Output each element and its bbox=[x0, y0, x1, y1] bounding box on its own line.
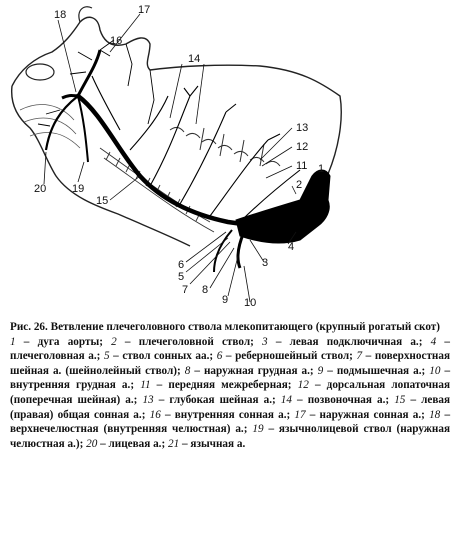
vertebrae bbox=[170, 127, 280, 166]
caption-entry-number: 13 bbox=[142, 393, 159, 406]
caption-entry-text: – левая (правая) общая сонная а.; bbox=[10, 393, 451, 421]
caption-entry-text: – передняя межреберная; bbox=[156, 379, 298, 392]
figure-label-5: 5 bbox=[178, 271, 185, 283]
figure-label-2: 2 bbox=[296, 179, 303, 191]
figure-label-8: 8 bbox=[202, 284, 209, 296]
caption-entry-text: – плечеголовная а.; bbox=[10, 335, 451, 363]
figure-label-18: 18 bbox=[54, 9, 67, 21]
figure-label-16: 16 bbox=[110, 35, 123, 47]
figure-label-14: 14 bbox=[188, 53, 201, 65]
caption-entry-number: 6 bbox=[216, 350, 226, 363]
head-outline bbox=[12, 17, 341, 174]
caption-entry-number: 3 bbox=[262, 335, 276, 348]
common-carotid-artery bbox=[78, 96, 284, 224]
caption-entry-3 bbox=[262, 336, 431, 348]
caption-entry-21 bbox=[168, 438, 245, 450]
caption-entry-text: – верхнечелюстная (внутренняя челюстная) а.; bbox=[10, 408, 451, 436]
caption-entry-text: – язычнолицевой ствол (наружная челюстная а.); bbox=[10, 423, 451, 450]
figure-caption bbox=[10, 320, 450, 451]
figure-label-15: 15 bbox=[96, 195, 109, 207]
caption-entry-number: 16 bbox=[149, 408, 165, 421]
figure-label-1: 1 bbox=[318, 163, 325, 175]
caption-entry-number: 18 bbox=[429, 408, 445, 421]
eye-shape bbox=[26, 64, 54, 80]
caption-entry-text: – позвоночная а.; bbox=[297, 393, 395, 406]
caption-entry-text: – подмышечная а.; bbox=[327, 364, 430, 377]
figure-label-12: 12 bbox=[296, 141, 309, 153]
figure-label-19: 19 bbox=[72, 183, 85, 195]
caption-entry-text: – глубокая шейная а.; bbox=[158, 393, 281, 406]
caption-entry-5 bbox=[104, 350, 217, 362]
caption-entry-text: – левая подключичная а.; bbox=[275, 335, 431, 348]
caption-entry-number: 10 bbox=[429, 364, 445, 377]
caption-entry-16 bbox=[150, 409, 295, 421]
caption-entry-text: – дуга аорты; bbox=[23, 335, 112, 348]
caption-entry-20 bbox=[86, 438, 168, 450]
caption-entry-13 bbox=[142, 394, 280, 406]
left-subclavian-artery bbox=[238, 232, 244, 268]
caption-entry-number: 21 bbox=[168, 437, 182, 450]
caption-entry-text: – внутренняя грудная а.; bbox=[10, 364, 451, 392]
caption-entry-number: 4 bbox=[430, 335, 445, 348]
caption-entry-number: 20 bbox=[86, 437, 101, 450]
caption-entry-number: 8 bbox=[184, 364, 195, 377]
figure-label-20: 20 bbox=[34, 183, 47, 195]
caption-entry-11 bbox=[140, 379, 297, 391]
figure-label-10: 10 bbox=[244, 297, 257, 309]
caption-entry-number: 5 bbox=[103, 350, 114, 363]
caption-entry-text: – дорсальная лопаточная (поперечная шейная) а.; bbox=[10, 379, 451, 406]
caption-entry-number: 11 bbox=[140, 379, 157, 392]
caption-entry-text: – поверхностная шейная а. (шейнолейный ствол); bbox=[10, 350, 451, 377]
caption-entry-text: – язычная а. bbox=[182, 437, 246, 450]
caption-entry-number: 17 bbox=[294, 408, 310, 421]
figure-label-4: 4 bbox=[288, 241, 295, 253]
throat-outline bbox=[12, 86, 190, 246]
caption-legend bbox=[10, 335, 450, 452]
caption-entry-number: 2 bbox=[111, 335, 125, 348]
figure-label-6: 6 bbox=[178, 259, 185, 271]
caption-entry-number: 14 bbox=[280, 393, 298, 406]
caption-entry-text: – плечеголовной ствол; bbox=[124, 335, 263, 348]
caption-entry-text: – лицевая а.; bbox=[100, 437, 169, 450]
caption-entry-number: 9 bbox=[317, 364, 328, 377]
figure-label-11: 11 bbox=[296, 160, 308, 172]
figure-label-13: 13 bbox=[296, 122, 309, 134]
figure-label-3: 3 bbox=[262, 257, 269, 269]
caption-entry-text: – внутренняя сонная а.; bbox=[164, 408, 295, 421]
caption-entry-17 bbox=[294, 409, 429, 421]
aortic-arch bbox=[236, 170, 330, 243]
caption-entry-2 bbox=[111, 336, 262, 348]
figure-label-17: 17 bbox=[138, 4, 151, 16]
caption-entry-9 bbox=[318, 365, 430, 377]
caption-entry-text: – наружная грудная а.; bbox=[194, 364, 318, 377]
caption-title: Рис. 26. Ветвление плечеголовного ствола млекопитающего (крупный рогатый скот) bbox=[10, 321, 441, 333]
caption-entry-6 bbox=[217, 350, 357, 362]
caption-entry-number: 7 bbox=[356, 350, 366, 363]
caption-entry-number: 12 bbox=[297, 379, 315, 392]
caption-entry-text: – наружная сонная а.; bbox=[309, 408, 430, 421]
caption-entry-number: 19 bbox=[252, 423, 269, 436]
ear-shape bbox=[79, 7, 92, 22]
caption-entry-14 bbox=[281, 394, 394, 406]
caption-entry-text: – реберношейный ствол; bbox=[225, 350, 357, 363]
caption-entry-number: 1 bbox=[10, 335, 24, 348]
caption-entry-8 bbox=[185, 365, 318, 377]
figure-label-9: 9 bbox=[222, 294, 229, 306]
caption-entry-number: 15 bbox=[394, 393, 411, 406]
caption-entry-1 bbox=[10, 336, 111, 348]
caption-entry-text: – ствол сонных аа.; bbox=[113, 350, 217, 363]
figure-label-7: 7 bbox=[182, 284, 189, 296]
